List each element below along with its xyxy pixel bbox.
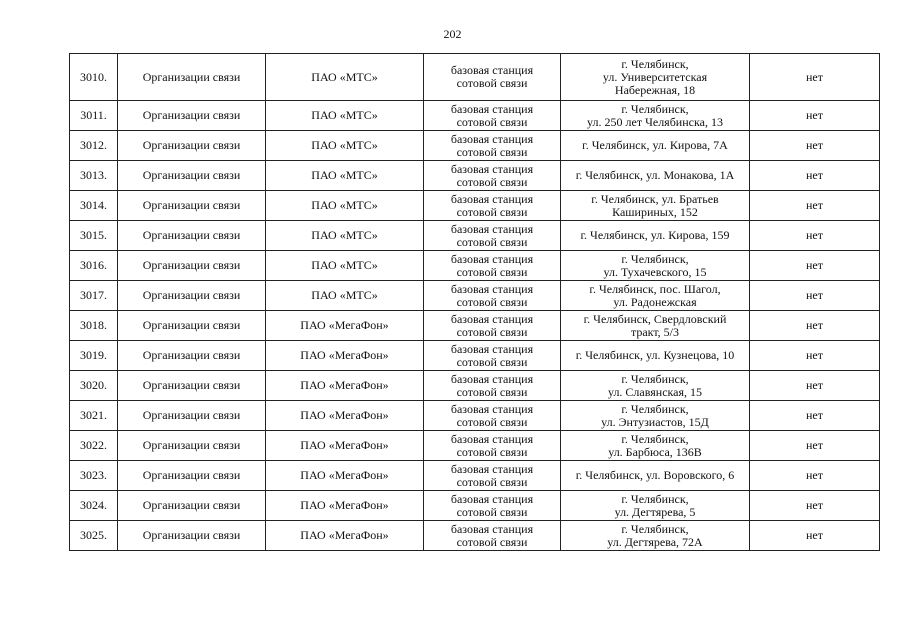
row-flag: нет	[750, 101, 880, 131]
row-organization: ПАО «МТС»	[266, 161, 424, 191]
row-category: Организации связи	[118, 401, 266, 431]
object-type-line: базовая станция	[450, 251, 534, 266]
row-number: 3020.	[70, 371, 118, 401]
row-address	[561, 431, 750, 461]
registry-table	[69, 53, 880, 551]
object-type-line: базовая станция	[450, 341, 534, 356]
row-organization: ПАО «МегаФон»	[266, 311, 424, 341]
table-row	[70, 401, 880, 431]
row-flag: нет	[750, 341, 880, 371]
address-line: г. Челябинск,	[621, 251, 689, 266]
row-object-type	[424, 371, 561, 401]
table-row	[70, 101, 880, 131]
object-type-line: сотовой связи	[456, 384, 528, 399]
row-object-type	[424, 191, 561, 221]
object-type-line: сотовой связи	[456, 114, 528, 129]
row-number: 3024.	[70, 491, 118, 521]
row-flag: нет	[750, 131, 880, 161]
object-type-line: сотовой связи	[456, 204, 528, 219]
row-address	[561, 461, 750, 491]
table-row	[70, 341, 880, 371]
address-line: г. Челябинск,	[621, 431, 689, 446]
row-category: Организации связи	[118, 251, 266, 281]
row-address	[561, 221, 750, 251]
object-type-line: сотовой связи	[456, 294, 528, 309]
row-number: 3022.	[70, 431, 118, 461]
object-type-line: сотовой связи	[456, 144, 528, 159]
table-row	[70, 161, 880, 191]
object-type-line: сотовой связи	[456, 76, 528, 90]
table-row	[70, 251, 880, 281]
table-row	[70, 311, 880, 341]
row-organization: ПАО «МегаФон»	[266, 401, 424, 431]
address-line: г. Челябинск,	[621, 521, 689, 536]
address-line: ул. Тухачевского, 15	[603, 264, 707, 279]
row-flag: нет	[750, 461, 880, 491]
row-category: Организации связи	[118, 521, 266, 551]
table-row	[70, 281, 880, 311]
row-category: Организации связи	[118, 191, 266, 221]
table-row	[70, 491, 880, 521]
object-type-line: сотовой связи	[456, 414, 528, 429]
address-line: г. Челябинск,	[621, 101, 689, 116]
row-organization: ПАО «МТС»	[266, 131, 424, 161]
table-row	[70, 54, 880, 101]
table-row	[70, 221, 880, 251]
row-object-type	[424, 54, 561, 101]
row-organization: ПАО «МТС»	[266, 221, 424, 251]
address-line: г. Челябинск, ул. Братьев	[591, 191, 719, 206]
row-number: 3016.	[70, 251, 118, 281]
row-address	[561, 161, 750, 191]
row-address	[561, 191, 750, 221]
row-number: 3018.	[70, 311, 118, 341]
address-line: тракт, 5/3	[630, 324, 680, 339]
row-object-type	[424, 221, 561, 251]
row-organization: ПАО «МТС»	[266, 191, 424, 221]
object-type-line: базовая станция	[450, 431, 534, 446]
row-organization: ПАО «МТС»	[266, 101, 424, 131]
address-line: ул. Славянская, 15	[607, 384, 703, 399]
row-organization: ПАО «МТС»	[266, 281, 424, 311]
row-category: Организации связи	[118, 101, 266, 131]
object-type-line: базовая станция	[450, 371, 534, 386]
row-category: Организации связи	[118, 161, 266, 191]
row-number: 3011.	[70, 101, 118, 131]
row-flag: нет	[750, 311, 880, 341]
object-type-line: базовая станция	[450, 491, 534, 506]
object-type-line: сотовой связи	[456, 474, 528, 489]
address-line: Набережная, 18	[614, 82, 696, 97]
address-line: ул. Радонежская	[613, 294, 697, 309]
address-line: ул. Университетская	[602, 69, 708, 84]
object-type-line: сотовой связи	[456, 534, 528, 549]
row-category: Организации связи	[118, 281, 266, 311]
row-number: 3010.	[70, 54, 118, 101]
row-number: 3014.	[70, 191, 118, 221]
row-object-type	[424, 251, 561, 281]
row-category: Организации связи	[118, 341, 266, 371]
row-object-type	[424, 491, 561, 521]
address-line: г. Челябинск,	[621, 491, 689, 506]
row-object-type	[424, 131, 561, 161]
object-type-line: сотовой связи	[456, 174, 528, 189]
row-flag: нет	[750, 221, 880, 251]
row-organization: ПАО «МегаФон»	[266, 371, 424, 401]
row-address	[561, 401, 750, 431]
row-address	[561, 521, 750, 551]
row-category: Организации связи	[118, 431, 266, 461]
row-flag: нет	[750, 491, 880, 521]
row-flag: нет	[750, 191, 880, 221]
row-object-type	[424, 521, 561, 551]
row-object-type	[424, 161, 561, 191]
table-row	[70, 461, 880, 491]
address-line: ул. Дегтярева, 5	[614, 504, 696, 519]
address-line: ул. 250 лет Челябинска, 13	[587, 114, 723, 129]
address-line: г. Челябинск,	[621, 371, 689, 386]
row-category: Организации связи	[118, 54, 266, 101]
object-type-line: базовая станция	[450, 311, 534, 326]
object-type-line: базовая станция	[450, 161, 534, 176]
row-category: Организации связи	[118, 491, 266, 521]
object-type-line: сотовой связи	[456, 504, 528, 519]
table-row	[70, 431, 880, 461]
object-type-line: сотовой связи	[456, 264, 528, 279]
row-object-type	[424, 341, 561, 371]
table-row	[70, 191, 880, 221]
table-row	[70, 521, 880, 551]
object-type-line: базовая станция	[450, 191, 534, 206]
row-address	[561, 54, 750, 101]
row-flag: нет	[750, 251, 880, 281]
address-line: г. Челябинск,	[621, 401, 689, 416]
object-type-line: базовая станция	[450, 101, 534, 116]
row-category: Организации связи	[118, 461, 266, 491]
row-address	[561, 371, 750, 401]
table-row	[70, 371, 880, 401]
row-category: Организации связи	[118, 131, 266, 161]
row-address	[561, 251, 750, 281]
address-line: ул. Барбюса, 136В	[608, 444, 702, 459]
object-type-line: базовая станция	[450, 461, 534, 476]
row-object-type	[424, 281, 561, 311]
row-number: 3013.	[70, 161, 118, 191]
row-number: 3019.	[70, 341, 118, 371]
row-address	[561, 311, 750, 341]
object-type-line: базовая станция	[450, 521, 534, 536]
row-object-type	[424, 311, 561, 341]
row-address	[561, 101, 750, 131]
address-line: г. Челябинск, Свердловский	[583, 311, 727, 326]
row-number: 3021.	[70, 401, 118, 431]
row-category: Организации связи	[118, 311, 266, 341]
object-type-line: сотовой связи	[456, 324, 528, 339]
address-line: г. Челябинск, ул. Кирова, 7А	[582, 138, 728, 152]
address-line: г. Челябинск, ул. Воровского, 6	[575, 468, 735, 482]
row-address	[561, 131, 750, 161]
address-line: ул. Дегтярева, 72А	[607, 534, 703, 549]
row-address	[561, 281, 750, 311]
address-line: г. Челябинск, пос. Шагол,	[589, 281, 721, 296]
object-type-line: сотовой связи	[456, 444, 528, 459]
row-address	[561, 491, 750, 521]
row-address	[561, 341, 750, 371]
row-object-type	[424, 431, 561, 461]
page-number: 202	[443, 27, 462, 41]
address-line: г. Челябинск,	[621, 56, 689, 71]
row-flag: нет	[750, 401, 880, 431]
row-number: 3012.	[70, 131, 118, 161]
row-organization: ПАО «МегаФон»	[266, 341, 424, 371]
row-flag: нет	[750, 431, 880, 461]
row-object-type	[424, 101, 561, 131]
object-type-line: сотовой связи	[456, 354, 528, 369]
object-type-line: сотовой связи	[456, 234, 528, 249]
row-object-type	[424, 401, 561, 431]
row-organization: ПАО «МегаФон»	[266, 461, 424, 491]
address-line: г. Челябинск, ул. Кузнецова, 10	[575, 348, 735, 362]
object-type-line: базовая станция	[450, 63, 534, 77]
row-organization: ПАО «МегаФон»	[266, 431, 424, 461]
row-flag: нет	[750, 161, 880, 191]
row-flag: нет	[750, 54, 880, 101]
address-line: Кашириных, 152	[612, 204, 698, 219]
row-flag: нет	[750, 371, 880, 401]
address-line: ул. Энтузиастов, 15Д	[601, 414, 709, 429]
object-type-line: базовая станция	[450, 221, 534, 236]
object-type-line: базовая станция	[450, 401, 534, 416]
address-line: г. Челябинск, ул. Монакова, 1А	[575, 168, 735, 182]
address-line: г. Челябинск, ул. Кирова, 159	[580, 228, 730, 242]
row-number: 3023.	[70, 461, 118, 491]
row-category: Организации связи	[118, 371, 266, 401]
row-flag: нет	[750, 521, 880, 551]
row-number: 3017.	[70, 281, 118, 311]
row-number: 3015.	[70, 221, 118, 251]
row-flag: нет	[750, 281, 880, 311]
row-organization: ПАО «МТС»	[266, 251, 424, 281]
row-object-type	[424, 461, 561, 491]
row-number: 3025.	[70, 521, 118, 551]
object-type-line: базовая станция	[450, 281, 534, 296]
row-organization: ПАО «МТС»	[266, 54, 424, 101]
row-organization: ПАО «МегаФон»	[266, 521, 424, 551]
row-organization: ПАО «МегаФон»	[266, 491, 424, 521]
row-category: Организации связи	[118, 221, 266, 251]
object-type-line: базовая станция	[450, 131, 534, 146]
table-row	[70, 131, 880, 161]
